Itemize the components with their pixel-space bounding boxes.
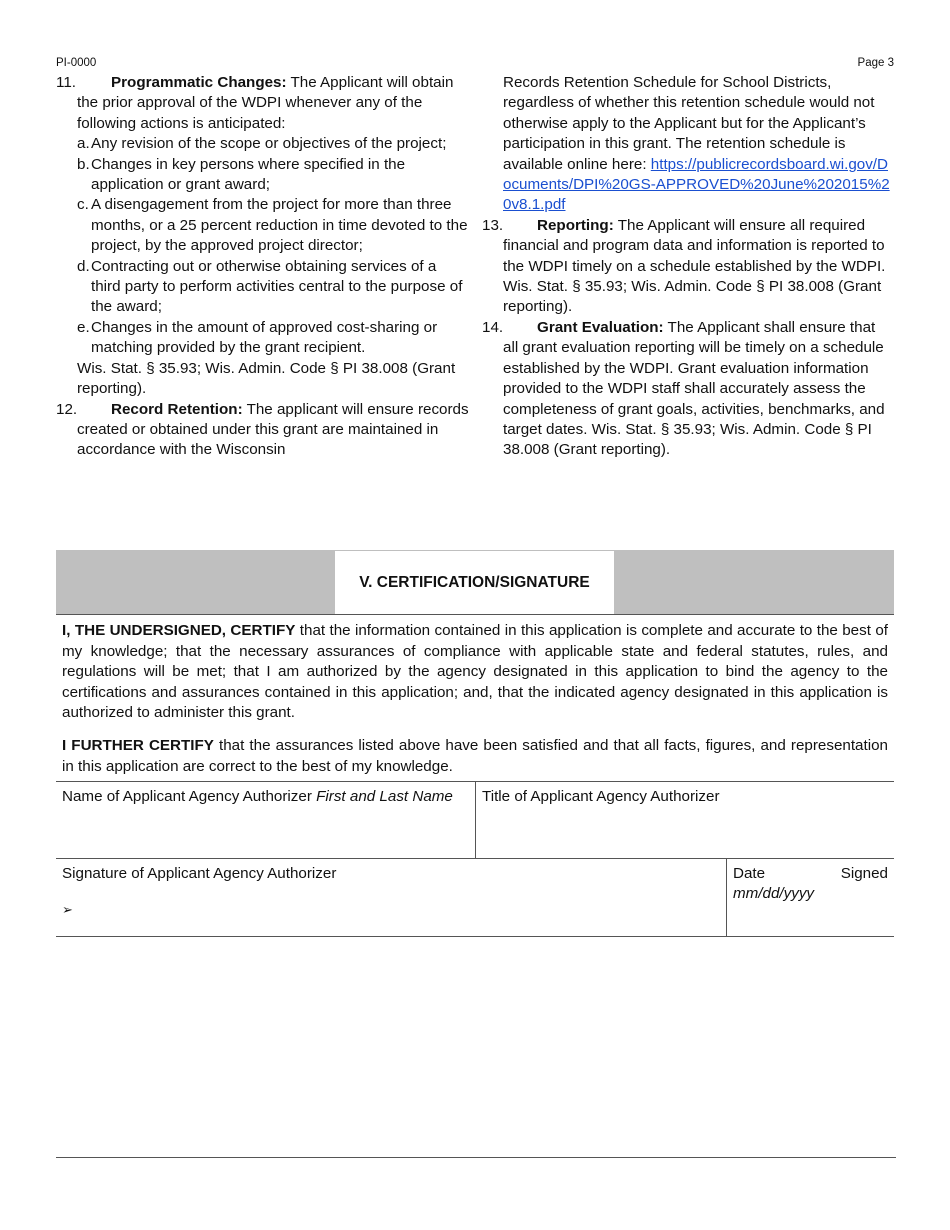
- item-citation: Wis. Stat. § 35.93; Wis. Admin. Code § PI 38.008 (Grant reporting).: [77, 359, 456, 398]
- item-title: Grant Evaluation:: [537, 318, 664, 336]
- date-signed-field[interactable]: [733, 864, 888, 930]
- assurances-right-column: [482, 73, 894, 461]
- item-text: The applicant will ensure records created or obtained under this grant are maintained in accordance with the Wisconsin: [77, 400, 469, 459]
- field-label: Signature of Applicant Agency Authorizer: [62, 865, 337, 882]
- certification-paragraph: I, THE UNDERSIGNED, CERTIFY that the information contained in this application is complete and accurate to the best of my knowledge; that the necessary assurances of compliance with applicable state and federal statutes, rules, and regulations will be met; that I am authorized by the agency designated in this application to bind the agency to the certifications and assurances contained in this application; and, that the indicated agency designated in this application is authorized to administer this grant.: [62, 622, 888, 722]
- item-text: The Applicant will obtain the prior approval of the WDPI whenever any of the following actions is anticipated:: [77, 74, 454, 132]
- list-item: d. Contracting out or otherwise obtaining services of a third party to perform activities central to the purpose of the award;: [77, 257, 463, 316]
- assurances-left-column: [56, 73, 470, 461]
- divider: [56, 858, 894, 859]
- arrow-icon: ➢: [62, 902, 73, 918]
- field-label: Date: [733, 865, 766, 882]
- divider: [726, 858, 727, 936]
- retention-schedule-link[interactable]: https://publicrecordsboard.wi.gov/Documents/DPI%20GS-APPROVED%20June%202015%20v8.1.pdf: [503, 155, 890, 214]
- item-number: 14.: [482, 318, 504, 336]
- divider: [475, 781, 476, 858]
- certification-text: [62, 621, 888, 789]
- item-text: Records Retention Schedule for School Districts, regardless of whether this retention schedule would not otherwise apply to the Applicant but for the Applicant’s participation in this grant. The retention schedule is available online here:: [503, 74, 875, 173]
- divider: [56, 936, 894, 937]
- item-grant-evaluation: [482, 318, 894, 461]
- item-number: 13.: [482, 216, 504, 234]
- field-label: Title of Applicant Agency Authorizer: [482, 788, 720, 805]
- list-item: e. Changes in the amount of approved cost-sharing or matching provided by the grant recipient.: [77, 318, 438, 357]
- signature-field[interactable]: [62, 864, 712, 930]
- item-number: 11.: [56, 74, 76, 91]
- item-text: The Applicant will ensure all required financial and program data and information is reported to the WDPI timely on a schedule established by the WDPI. Wis. Stat. § 35.93; Wis. Admin. Code § PI 38.008 (Grant reporting).: [503, 216, 886, 316]
- field-label: Signed: [840, 865, 888, 882]
- footer-divider: [56, 1157, 896, 1158]
- item-reporting: [482, 216, 894, 318]
- authorizer-name-field[interactable]: [62, 787, 462, 853]
- field-hint: mm/dd/yyyy: [733, 885, 815, 903]
- list-item: a. Any revision of the scope or objectives of the project;: [77, 135, 447, 153]
- further-certification-paragraph: I FURTHER CERTIFY that the assurances listed above have been satisfied and that all facts, figures, and representation in this application are correct to the best of my knowledge.: [62, 736, 888, 775]
- list-item: c. A disengagement from the project for more than three months, or a 25 percent reduction in time devoted to the project, by the approved project director;: [77, 196, 468, 255]
- item-title: Programmatic Changes:: [111, 74, 287, 91]
- item-number: 12.: [56, 400, 78, 418]
- item-title: Record Retention:: [111, 400, 243, 418]
- page-number: Page 3: [857, 57, 894, 69]
- item-record-retention: [56, 400, 470, 461]
- authorizer-title-field[interactable]: [482, 787, 882, 853]
- item-programmatic-changes: [56, 73, 470, 400]
- item-title: Reporting:: [537, 216, 614, 234]
- item-record-retention-continued: [482, 73, 894, 216]
- list-item: b. Changes in key persons where specified in the application or grant award;: [77, 155, 406, 194]
- section-title: V. CERTIFICATION/SIGNATURE: [335, 551, 614, 614]
- item-text: The Applicant shall ensure that all grant evaluation reporting will be timely on a schedule established by the WDPI. Grant evaluation information provided to the WDPI staff shall accurately assess the completeness of grant goals, activities, benchmarks, and target dates. Wis. Stat. § 35.93; Wis. Admin. Code § PI 38.008 (Grant reporting).: [503, 318, 885, 459]
- field-hint: First and Last Name: [316, 788, 453, 805]
- form-id: PI-0000: [56, 57, 97, 69]
- section-banner: [56, 550, 894, 615]
- field-label: Name of Applicant Agency Authorizer: [62, 788, 317, 805]
